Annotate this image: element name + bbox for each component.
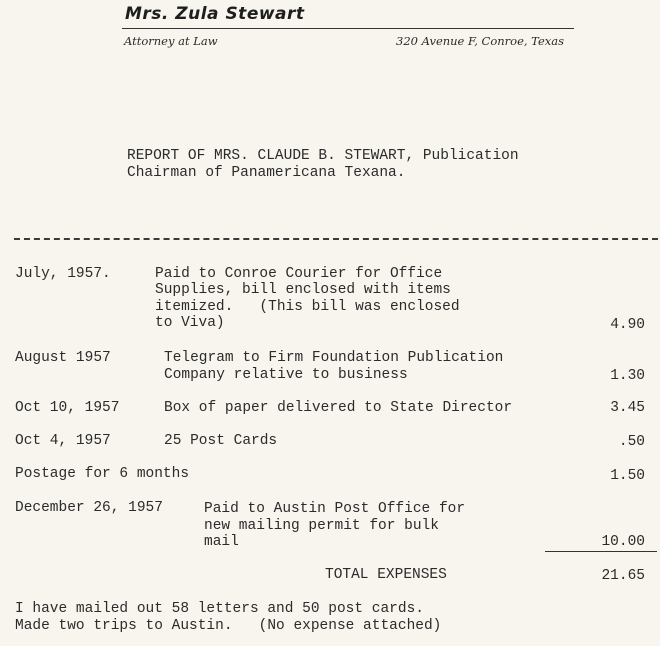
expense-desc-line: to Viva) — [155, 315, 225, 331]
expense-desc-line: Company relative to business — [164, 367, 408, 383]
expense-amount: .50 — [618, 434, 645, 450]
footer-line2: Made two trips to Austin. (No expense attached) — [15, 618, 442, 634]
expense-amount: 4.90 — [610, 317, 645, 333]
expense-desc-line: Paid to Austin Post Office for — [204, 501, 466, 517]
letterhead-rule — [122, 28, 574, 29]
section-divider — [14, 238, 658, 240]
expense-desc-line: new mailing permit for bulk — [204, 518, 439, 534]
report-heading-line2: Chairman of Panamericana Texana. — [127, 165, 406, 181]
expense-desc-line: Paid to Conroe Courier for Office — [155, 266, 443, 282]
expense-desc-line: mail — [204, 534, 239, 550]
expense-amount: 3.45 — [610, 400, 645, 416]
expense-date: Postage for 6 months — [15, 466, 190, 482]
expense-desc-line: itemized. (This bill was enclosed — [155, 299, 460, 315]
sum-rule — [545, 551, 657, 552]
expense-date: Oct 4, 1957 — [15, 433, 111, 449]
total-label: TOTAL EXPENSES — [325, 567, 447, 583]
report-heading-line1: REPORT OF MRS. CLAUDE B. STEWART, Publication — [127, 148, 519, 164]
expense-date: July, 1957. — [15, 266, 111, 282]
letterhead-name: Mrs. Zula Stewart — [125, 4, 305, 24]
expense-desc-line: Box of paper delivered to State Director — [164, 400, 513, 416]
letterhead-title: Attorney at Law — [124, 34, 218, 48]
letterhead-address: 320 Avenue F, Conroe, Texas — [396, 34, 565, 48]
expense-date: December 26, 1957 — [15, 500, 163, 516]
expense-amount: 10.00 — [601, 534, 645, 550]
expense-desc-line: 25 Post Cards — [164, 433, 278, 449]
expense-desc-line: Supplies, bill enclosed with items — [155, 282, 451, 298]
total-amount: 21.65 — [601, 568, 645, 584]
expense-amount: 1.30 — [610, 368, 645, 384]
footer-line1: I have mailed out 58 letters and 50 post cards. — [15, 601, 424, 617]
expense-amount: 1.50 — [610, 468, 645, 484]
expense-date: Oct 10, 1957 — [15, 400, 120, 416]
expense-desc-line: Telegram to Firm Foundation Publication — [164, 350, 504, 366]
expense-date: August 1957 — [15, 350, 111, 366]
